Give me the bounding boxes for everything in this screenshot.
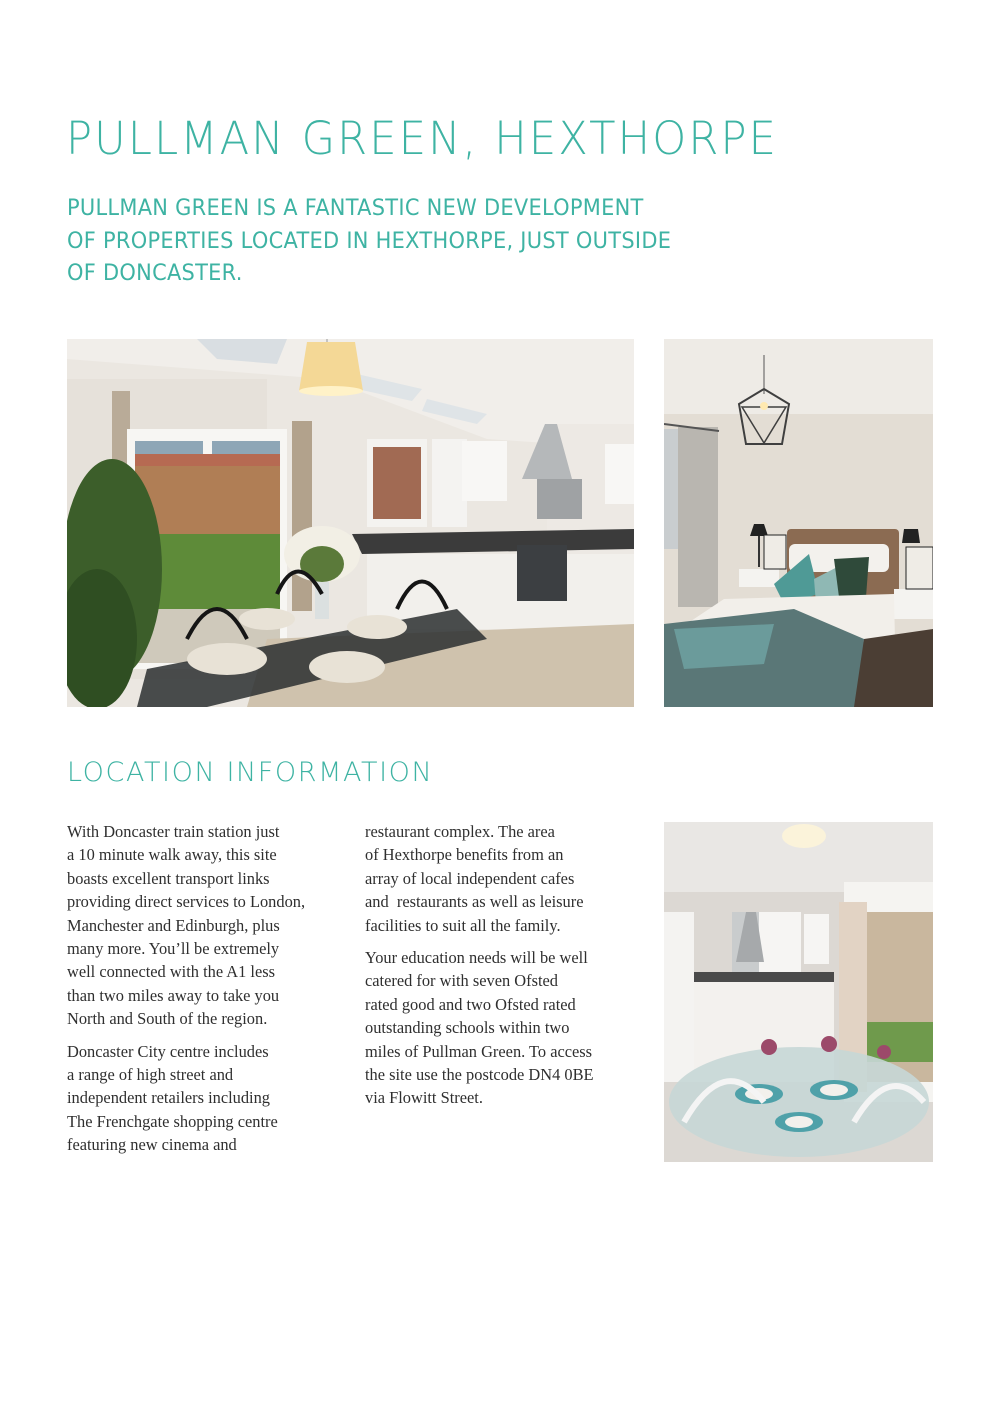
paragraph: Doncaster City centre includes a range of high street and independent retailers including The Frenchgate shopping centre featuring new cinema and [67, 1041, 278, 1155]
kitchen-dining-photo [67, 339, 634, 707]
paragraph: With Doncaster train station just a 10 minute walk away, this site boasts excellent transport links providing direct services to London, Manchester and Edinburgh, plus many more. You’ll be extremely well connected with the A1 less than two miles away to take you North and South of the region. [67, 822, 306, 1029]
intro-line: OF PROPERTIES LOCATED IN HEXTHORPE, JUST OUTSIDE [67, 227, 672, 254]
intro-line: OF DONCASTER. [67, 260, 243, 286]
section-heading: LOCATION INFORMATION [67, 757, 434, 788]
intro-line: PULLMAN GREEN IS A FANTASTIC NEW DEVELOPMENT [67, 195, 644, 221]
page-title: PULLMAN GREEN, HEXTHORPE [66, 112, 779, 165]
paragraph: Your education needs will be well catered for with seven Ofsted rated good and two Ofsted rated outstanding schools within two miles of Pullman Green. To access the site use the postcode DN4 0BE via Flowitt Street. [365, 948, 594, 1108]
dining-area-photo [664, 822, 933, 1162]
bedroom-photo [664, 339, 933, 707]
location-column-2 [365, 820, 645, 1119]
paragraph: restaurant complex. The area of Hexthorpe benefits from an array of local independent cafes and restaurants as well as leisure facilities to suit all the family. [365, 822, 584, 935]
intro-text [67, 192, 774, 290]
location-column-1 [67, 820, 347, 1166]
